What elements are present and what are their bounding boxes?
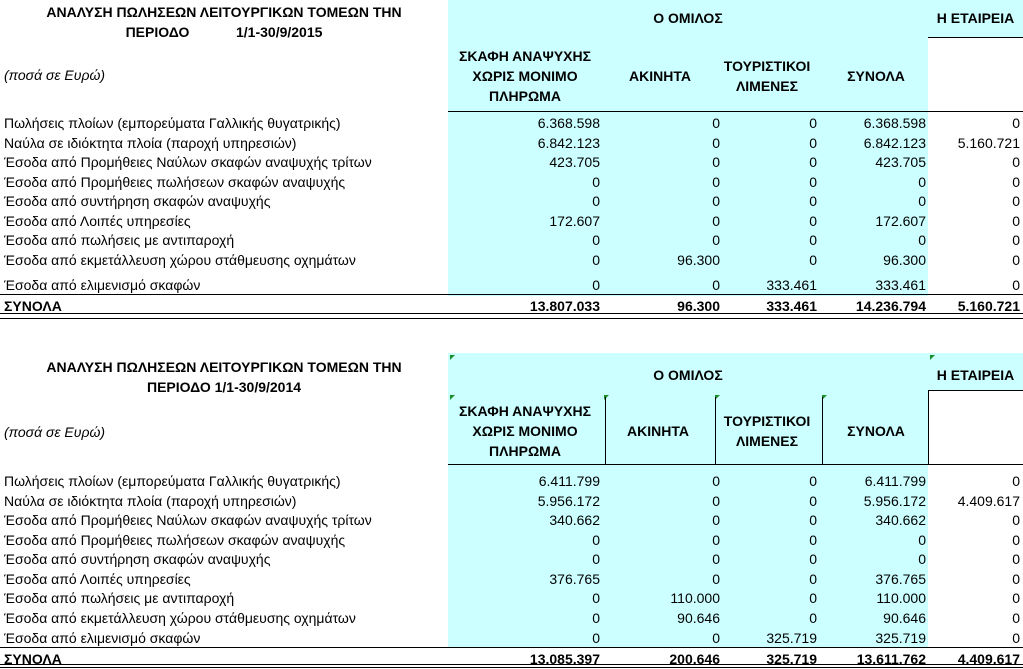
cell-value: 0 xyxy=(1012,115,1020,131)
company-header-rule xyxy=(928,37,1023,38)
table-row xyxy=(0,172,1023,192)
header-bottom-rule xyxy=(448,464,1023,465)
cell-value: 0 xyxy=(1012,473,1020,489)
table-row xyxy=(0,250,1023,270)
cell-value: 0 xyxy=(809,532,817,548)
total-bottom-double-rule xyxy=(0,313,1023,319)
row-label: Έσοδα από Προμήθειες Ναύλων σκαφών αναψυχής τρίτων xyxy=(4,512,372,528)
row-label: Έσοδα από συντήρηση σκαφών αναψυχής xyxy=(4,551,271,567)
cell-value: 325.719 xyxy=(766,630,817,646)
row-label: Έσοδα από Προμήθειες πωλήσεων σκαφών αναψυχής xyxy=(4,174,346,190)
cell-value: 0 xyxy=(809,154,817,170)
table-row xyxy=(0,275,1023,295)
cell-value: 96.300 xyxy=(677,252,720,268)
cell-value: 0 xyxy=(809,232,817,248)
cell-value: 0 xyxy=(592,551,600,567)
total-bottom-double-rule xyxy=(0,664,1023,668)
cell-value: 0 xyxy=(1012,610,1020,626)
cell-value: 90.646 xyxy=(883,610,926,626)
row-label: Έσοδα από πωλήσεις με αντιπαροχή xyxy=(4,590,235,606)
group-label: Ο ΟΜΙΛΟΣ xyxy=(653,10,723,26)
column-header-marinas: ΤΟΥΡΙΣΤΙΚΟΙ ΛΙΜΕΝΕΣ xyxy=(723,413,811,449)
cell-value: 0 xyxy=(592,610,600,626)
total-value: 13.085.397 xyxy=(529,651,600,667)
cell-value: 0 xyxy=(809,213,817,229)
table-title xyxy=(0,357,448,397)
cell-value: 0 xyxy=(809,610,817,626)
cell-value: 0 xyxy=(1012,571,1020,587)
cell-value: 0 xyxy=(809,493,817,509)
row-label: Έσοδα από πωλήσεις με αντιπαροχή xyxy=(4,232,235,248)
cell-value: 0 xyxy=(918,193,926,209)
cell-value: 0 xyxy=(1012,213,1020,229)
row-label: Έσοδα από ελιμενισμό σκαφών xyxy=(4,277,201,293)
cell-value: 6.842.123 xyxy=(537,135,600,151)
row-label: Ναύλα σε ιδιόκτητα πλοία (παροχή υπηρεσιών) xyxy=(4,493,297,509)
cell-value: 172.607 xyxy=(549,213,600,229)
cell-value: 0 xyxy=(1012,174,1020,190)
cell-value: 0 xyxy=(712,193,720,209)
table-row xyxy=(0,152,1023,172)
cell-value: 0 xyxy=(592,590,600,606)
table-row xyxy=(0,530,1023,550)
cell-value: 0 xyxy=(712,232,720,248)
column-header-totals: ΣΥΝΟΛΑ xyxy=(847,68,905,84)
cell-value: 90.646 xyxy=(677,610,720,626)
column-header-yachts: ΣΚΑΦΗ ΑΝΑΨΥΧΗΣ ΧΩΡΙΣ ΜΟΝΙΜΟ ΠΛΗΡΩΜΑ xyxy=(458,48,592,104)
cell-value: 0 xyxy=(712,135,720,151)
cell-value: 0 xyxy=(809,473,817,489)
cell-value: 0 xyxy=(712,532,720,548)
row-label: Έσοδα από Λοιπές υπηρεσίες xyxy=(4,213,191,229)
table-row xyxy=(0,569,1023,589)
cell-value: 5.160.721 xyxy=(957,135,1020,151)
cell-value: 0 xyxy=(1012,532,1020,548)
cell-value: 0 xyxy=(712,571,720,587)
column-header-real-estate: ΑΚΙΝΗΤΑ xyxy=(629,68,691,84)
total-top-rule xyxy=(0,294,1023,295)
row-label: Πωλήσεις πλοίων (εμπορεύματα Γαλλικής θυγατρικής) xyxy=(4,115,341,131)
column-divider xyxy=(605,397,606,465)
column-header-totals: ΣΥΝΟΛΑ xyxy=(847,423,905,439)
row-label: Έσοδα από συντήρηση σκαφών αναψυχής xyxy=(4,193,271,209)
table-row xyxy=(0,608,1023,628)
total-value: 333.461 xyxy=(766,298,817,314)
cell-value: 340.662 xyxy=(875,512,926,528)
table-title-line2: ΠΕΡΙΟΔΟ 1/1-30/9/2014 xyxy=(146,379,302,395)
table-title xyxy=(0,2,448,42)
cell-value: 0 xyxy=(1012,232,1020,248)
cell-value: 6.842.123 xyxy=(863,135,926,151)
table-row xyxy=(0,113,1023,133)
cell-value: 0 xyxy=(1012,630,1020,646)
cell-value: 0 xyxy=(809,135,817,151)
row-label: Έσοδα από ελιμενισμό σκαφών xyxy=(4,630,201,646)
cell-value: 0 xyxy=(1012,590,1020,606)
cell-value: 0 xyxy=(712,174,720,190)
group-label: Ο ΟΜΙΛΟΣ xyxy=(653,367,723,383)
cell-value: 0 xyxy=(1012,551,1020,567)
cell-value: 0 xyxy=(592,252,600,268)
sales-table-2014 xyxy=(0,353,1023,667)
total-value: 13.807.033 xyxy=(529,298,600,314)
company-label: Η ΕΤΑΙΡΕΙΑ xyxy=(936,367,1015,383)
column-header-yachts: ΣΚΑΦΗ ΑΝΑΨΥΧΗΣ ΧΩΡΙΣ ΜΟΝΙΜΟ ΠΛΗΡΩΜΑ xyxy=(458,403,592,459)
cell-value: 0 xyxy=(1012,154,1020,170)
cell-value: 0 xyxy=(592,193,600,209)
table-row xyxy=(0,191,1023,211)
cell-value: 0 xyxy=(809,590,817,606)
cell-value: 0 xyxy=(918,551,926,567)
cell-value: 0 xyxy=(592,174,600,190)
total-value: 200.646 xyxy=(669,651,720,667)
cell-value: 0 xyxy=(592,232,600,248)
cell-value: 0 xyxy=(592,630,600,646)
header-bottom-rule xyxy=(448,111,1023,112)
column-header-real-estate: ΑΚΙΝΗΤΑ xyxy=(627,423,689,439)
cell-value: 376.765 xyxy=(549,571,600,587)
table-row xyxy=(0,628,1023,648)
row-label: Έσοδα από Προμήθειες πωλήσεων σκαφών αναψυχής xyxy=(4,532,346,548)
total-value: 325.719 xyxy=(766,651,817,667)
company-label: Η ΕΤΑΙΡΕΙΑ xyxy=(936,10,1015,26)
table-row xyxy=(0,491,1023,511)
cell-value: 0 xyxy=(712,213,720,229)
comment-marker xyxy=(450,395,455,400)
cell-value: 0 xyxy=(809,512,817,528)
cell-value: 0 xyxy=(918,532,926,548)
sales-table-2015 xyxy=(0,0,1023,320)
cell-value: 6.411.799 xyxy=(864,473,926,489)
cell-value: 0 xyxy=(1012,512,1020,528)
cell-value: 0 xyxy=(918,232,926,248)
cell-value: 333.461 xyxy=(875,277,926,293)
row-label: Έσοδα από Λοιπές υπηρεσίες xyxy=(4,571,191,587)
cell-value: 5.956.172 xyxy=(863,493,926,509)
cell-value: 325.719 xyxy=(875,630,926,646)
cell-value: 333.461 xyxy=(766,277,817,293)
row-label: Ναύλα σε ιδιόκτητα πλοία (παροχή υπηρεσιών) xyxy=(4,135,297,151)
cell-value: 0 xyxy=(809,115,817,131)
cell-value: 0 xyxy=(712,512,720,528)
cell-value: 376.765 xyxy=(875,571,926,587)
table-title-line1: ΑΝΑΛΥΣΗ ΠΩΛΗΣΕΩΝ ΛΕΙΤΟΥΡΓΙΚΩΝ ΤΟΜΕΩΝ ΤΗΝ xyxy=(46,4,402,20)
cell-value: 0 xyxy=(1012,252,1020,268)
cell-value: 6.368.598 xyxy=(537,115,600,131)
table-row xyxy=(0,510,1023,530)
amounts-note: (ποσά σε Ευρώ) xyxy=(4,67,106,83)
cell-value: 0 xyxy=(592,532,600,548)
cell-value: 172.607 xyxy=(875,213,926,229)
table-row xyxy=(0,211,1023,231)
cell-value: 110.000 xyxy=(876,590,926,606)
comment-marker xyxy=(930,355,935,360)
cell-value: 340.662 xyxy=(549,512,600,528)
cell-value: 110.000 xyxy=(670,590,720,606)
cell-value: 0 xyxy=(712,277,720,293)
comment-marker xyxy=(450,355,455,360)
table-row xyxy=(0,549,1023,569)
table-row xyxy=(0,471,1023,491)
cell-value: 0 xyxy=(712,630,720,646)
total-value: 5.160.721 xyxy=(957,298,1020,314)
row-label: Έσοδα από Προμήθειες Ναύλων σκαφών αναψυχής τρίτων xyxy=(4,154,372,170)
company-header-rule xyxy=(928,390,1023,391)
cell-value: 0 xyxy=(809,551,817,567)
cell-value: 0 xyxy=(809,571,817,587)
cell-value: 0 xyxy=(712,473,720,489)
cell-value: 423.705 xyxy=(875,154,926,170)
cell-value: 6.368.598 xyxy=(863,115,926,131)
table-title-line1: ΑΝΑΛΥΣΗ ΠΩΛΗΣΕΩΝ ΛΕΙΤΟΥΡΓΙΚΩΝ ΤΟΜΕΩΝ ΤΗΝ xyxy=(46,359,402,375)
total-value: 4.409.617 xyxy=(957,651,1020,667)
table-row xyxy=(0,230,1023,250)
cell-value: 5.956.172 xyxy=(537,493,600,509)
total-value: 14.236.794 xyxy=(855,298,926,314)
cell-value: 0 xyxy=(809,174,817,190)
cell-value: 0 xyxy=(809,252,817,268)
table-row xyxy=(0,133,1023,153)
cell-value: 0 xyxy=(712,154,720,170)
cell-value: 96.300 xyxy=(883,252,926,268)
cell-value: 0 xyxy=(712,115,720,131)
cell-value: 0 xyxy=(592,277,600,293)
total-value: 13.611.762 xyxy=(856,651,926,667)
column-divider xyxy=(928,391,929,465)
amounts-note: (ποσά σε Ευρώ) xyxy=(4,424,106,440)
row-label: Έσοδα από εκμετάλλευση χώρου στάθμευσης οχημάτων xyxy=(4,610,356,626)
cell-value: 423.705 xyxy=(549,154,600,170)
cell-value: 0 xyxy=(809,193,817,209)
cell-value: 0 xyxy=(918,174,926,190)
cell-value: 0 xyxy=(712,493,720,509)
column-header-marinas: ΤΟΥΡΙΣΤΙΚΟΙ ΛΙΜΕΝΕΣ xyxy=(723,58,811,94)
table-title-line2: ΠΕΡΙΟΔΟ 1/1-30/9/2015 xyxy=(125,24,323,40)
row-label: Πωλήσεις πλοίων (εμπορεύματα Γαλλικής θυγατρικής) xyxy=(4,473,341,489)
column-divider xyxy=(715,397,716,465)
cell-value: 4.409.617 xyxy=(957,493,1020,509)
table-row xyxy=(0,588,1023,608)
cell-value: 0 xyxy=(712,551,720,567)
column-divider xyxy=(822,397,823,465)
row-label: Έσοδα από εκμετάλλευση χώρου στάθμευσης οχημάτων xyxy=(4,252,356,268)
cell-value: 0 xyxy=(1012,277,1020,293)
total-label: ΣΥΝΟΛΑ xyxy=(4,298,62,314)
total-label: ΣΥΝΟΛΑ xyxy=(4,651,62,667)
total-top-rule xyxy=(0,647,1023,648)
cell-value: 6.411.799 xyxy=(538,473,600,489)
total-value: 96.300 xyxy=(677,298,720,314)
cell-value: 0 xyxy=(1012,193,1020,209)
